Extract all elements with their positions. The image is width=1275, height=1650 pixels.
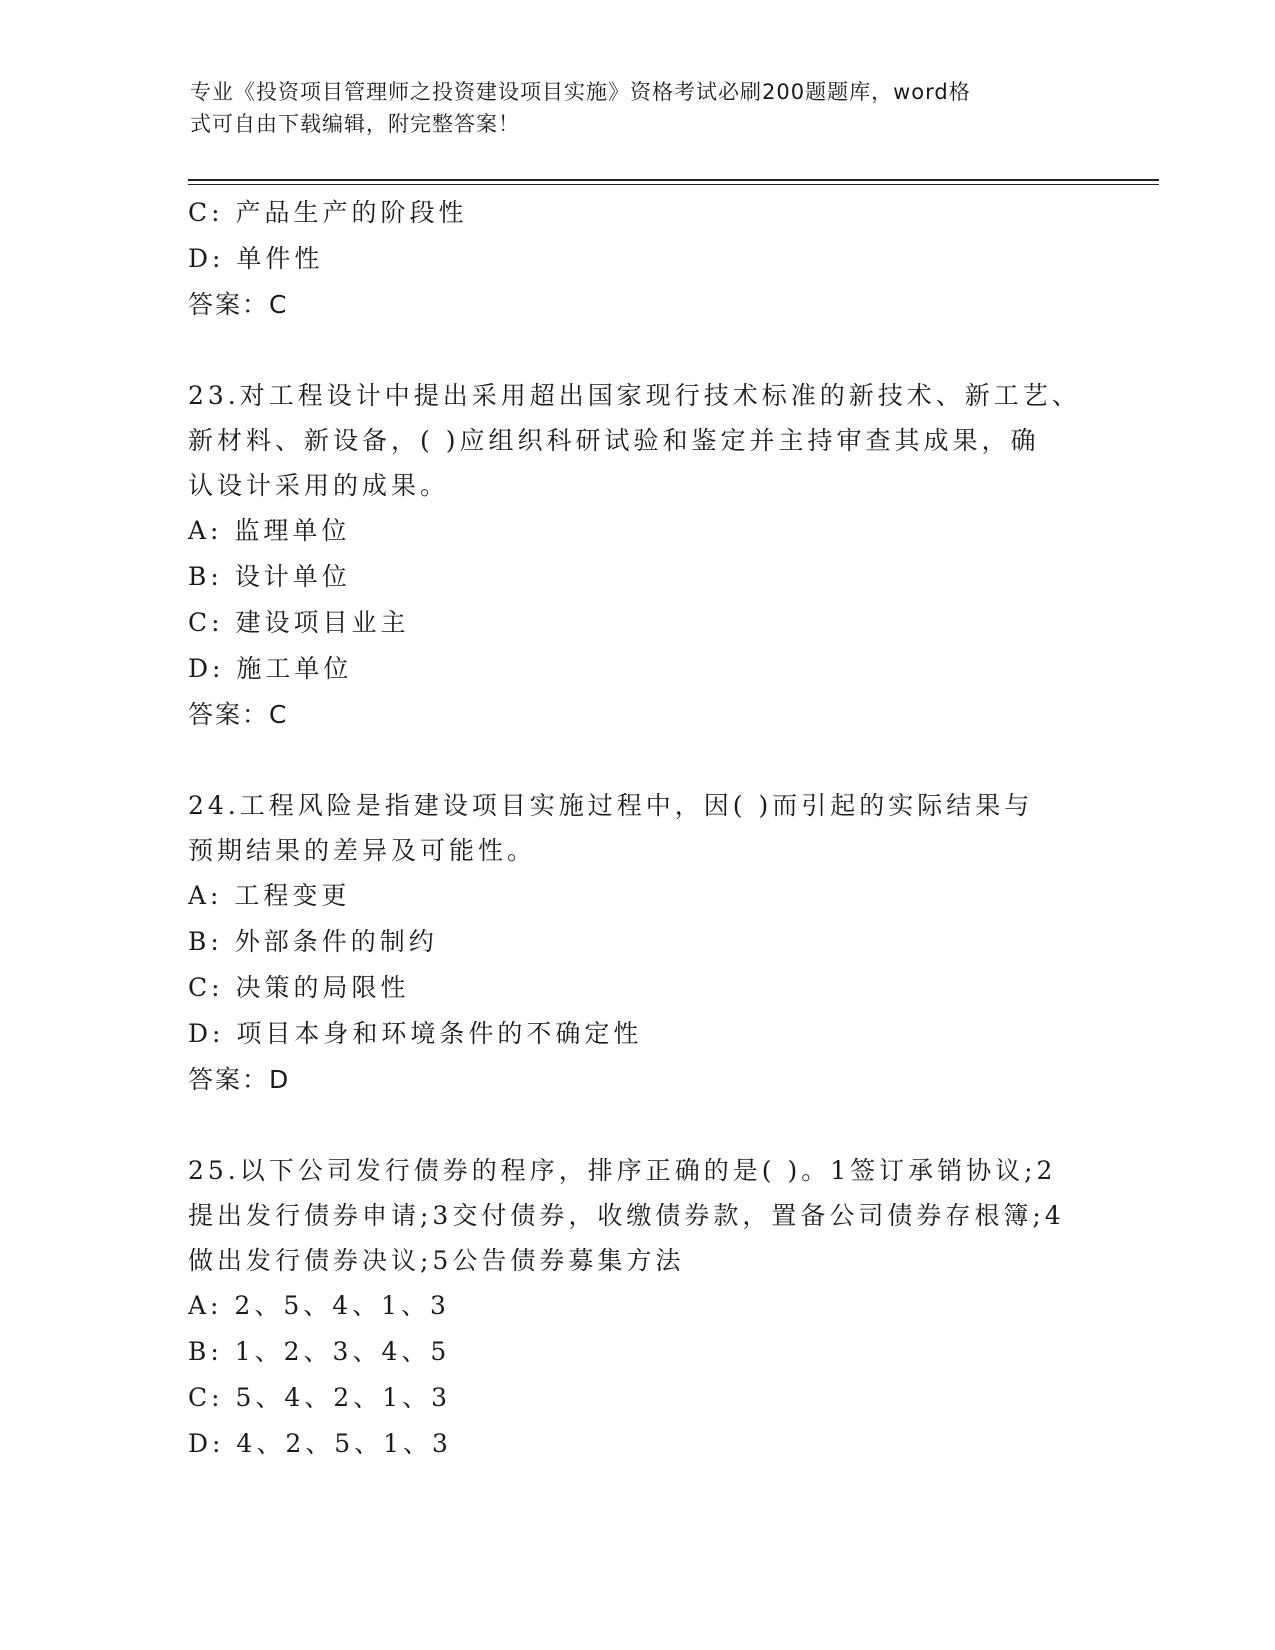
option-c: C: 5、4、2、1、3 (188, 1383, 452, 1412)
question-23 (188, 373, 1088, 738)
question-text (188, 1148, 1088, 1283)
answer-line: 答案：C (188, 700, 289, 729)
question-22-continued (188, 190, 1088, 328)
option-b: B: 外部条件的制约 (188, 927, 438, 956)
question-list (188, 190, 1088, 1467)
option-a: A: 工程变更 (188, 881, 351, 910)
option-a: A: 2、5、4、1、3 (188, 1291, 450, 1320)
question-text-line: 24.工程风险是指建设项目实施过程中，因( )而引起的实际结果与 (188, 791, 1034, 820)
question-text-line: 新材料、新设备，( )应组织科研试验和鉴定并主持审查其成果，确 (188, 426, 1040, 455)
question-25 (188, 1148, 1088, 1467)
document-header (190, 76, 1090, 140)
question-text (188, 373, 1088, 508)
option-c: C: 产品生产的阶段性 (188, 198, 468, 227)
question-24 (188, 783, 1088, 1103)
option-d: D: 施工单位 (188, 654, 353, 683)
option-d: D: 单件性 (188, 244, 324, 273)
question-text-line: 预期结果的差异及可能性。 (188, 836, 537, 865)
answer-line: 答案：C (188, 290, 289, 319)
header-divider-thin (188, 184, 1159, 185)
answer-line: 答案：D (188, 1065, 291, 1094)
option-a: A: 监理单位 (188, 516, 351, 545)
option-b: B: 设计单位 (188, 562, 351, 591)
option-d: D: 项目本身和环境条件的不确定性 (188, 1019, 643, 1048)
question-text-line: 认设计采用的成果。 (188, 471, 450, 500)
option-b: B: 1、2、3、4、5 (188, 1337, 451, 1366)
question-text (188, 783, 1088, 873)
option-d: D: 4、2、5、1、3 (188, 1429, 452, 1458)
question-text-line: 做出发行债券决议;5公告债券募集方法 (188, 1246, 685, 1275)
question-text-line: 提出发行债券申请;3交付债券，收缴债券款，置备公司债券存根簿;4 (188, 1201, 1065, 1230)
header-divider-thick (188, 179, 1159, 181)
option-c: C: 建设项目业主 (188, 608, 410, 637)
question-text-line: 25.以下公司发行债券的程序，排序正确的是( )。1签订承销协议;2 (188, 1156, 1057, 1185)
header-line-1: 专业《投资项目管理师之投资建设项目实施》资格考试必刷200题题库，word格 (190, 80, 971, 104)
option-c: C: 决策的局限性 (188, 973, 410, 1002)
question-text-line: 23.对工程设计中提出采用超出国家现行技术标准的新技术、新工艺、 (188, 381, 1081, 410)
header-line-2: 式可自由下载编辑，附完整答案！ (190, 112, 520, 136)
